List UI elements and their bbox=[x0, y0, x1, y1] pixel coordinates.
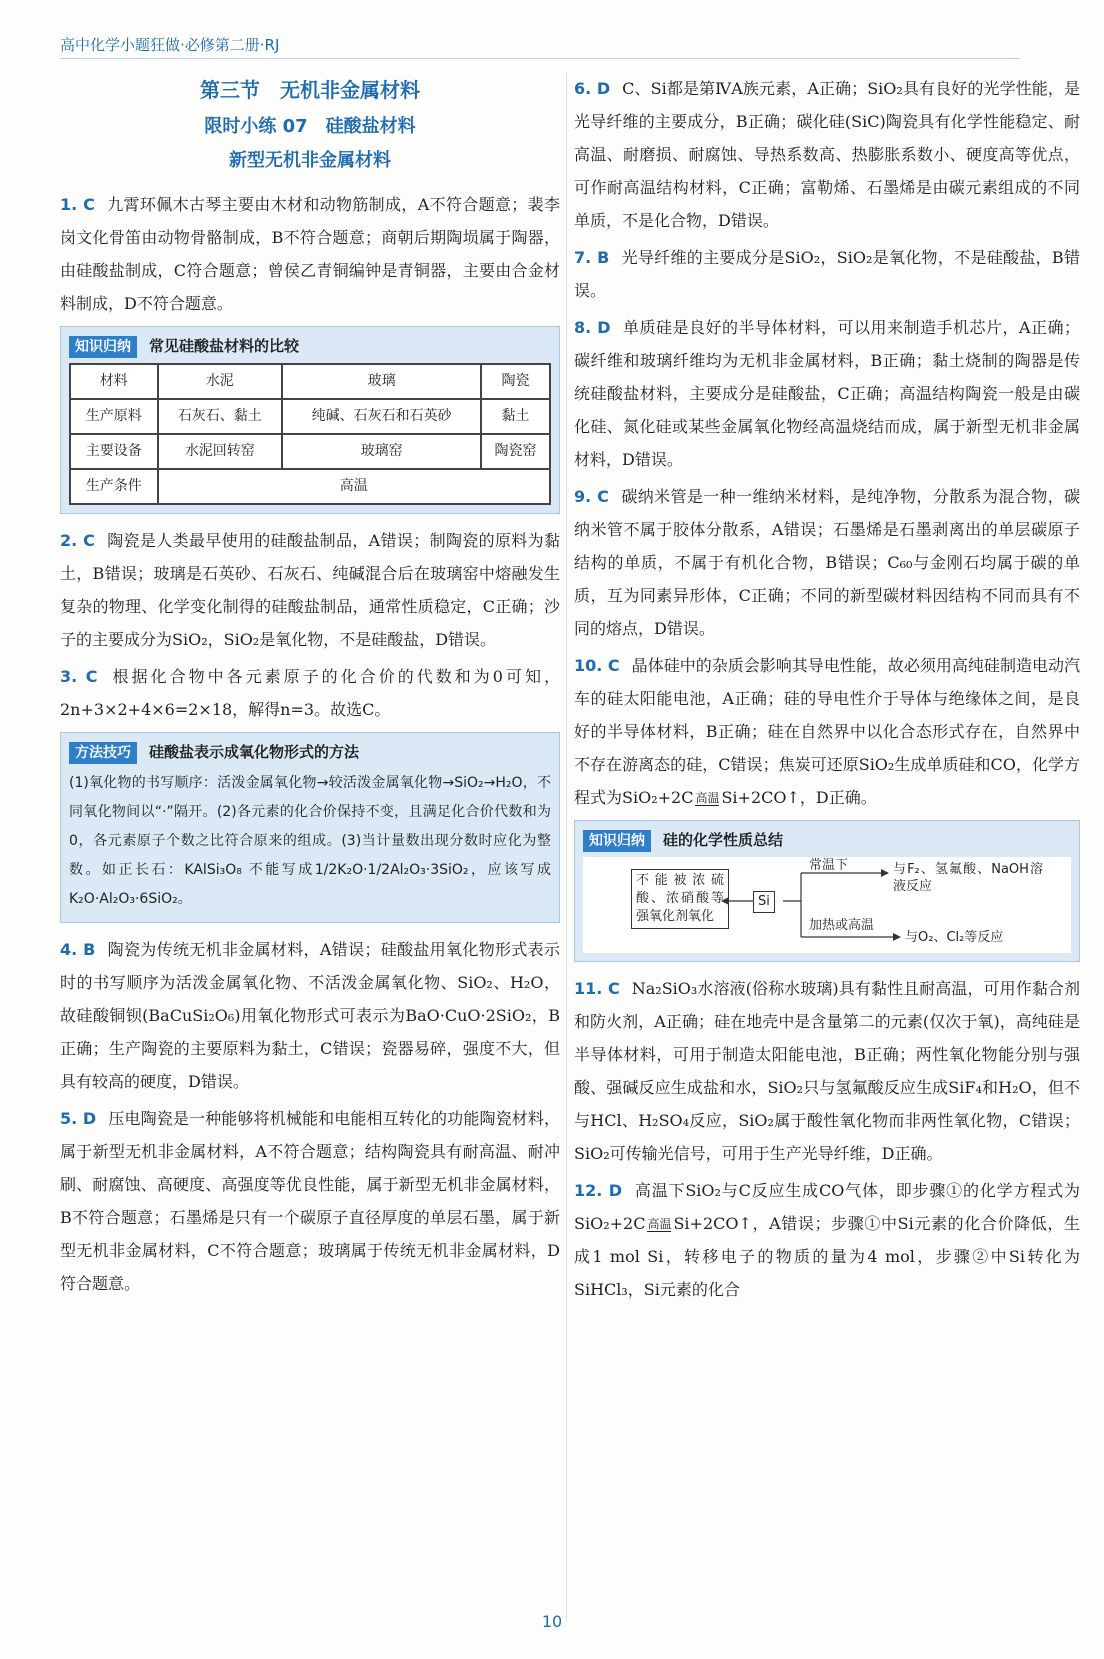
right-column bbox=[574, 72, 1080, 1310]
answer-text: Si+2CO↑，A错误；步骤①中Si元素的化合价降低，生成1 mol Si，转移电子的物质的量为4 mol，步骤②中Si转化为SiHCl₃，Si元素的化合 bbox=[574, 1214, 1080, 1299]
header-rule bbox=[60, 58, 1020, 59]
table-header-cell: 材料 bbox=[70, 364, 158, 399]
diagram-center-node: Si bbox=[753, 891, 775, 913]
answer-11 bbox=[574, 972, 1080, 1170]
answer-1 bbox=[60, 188, 560, 320]
table-row bbox=[70, 434, 550, 469]
answer-number: 3. C bbox=[60, 667, 98, 686]
table-cell: 陶瓷窑 bbox=[481, 434, 550, 469]
answer-6 bbox=[574, 72, 1080, 237]
table-cell: 主要设备 bbox=[70, 434, 158, 469]
answer-3 bbox=[60, 660, 560, 726]
table-header-cell: 玻璃 bbox=[282, 364, 481, 399]
table-cell: 生产条件 bbox=[70, 469, 158, 504]
table-header-row bbox=[70, 364, 550, 399]
answer-text: 高温下SiO₂与C反应生成CO气体，即步骤①的化学方程式为SiO₂+2C bbox=[574, 1181, 1080, 1233]
box-heading: 硅酸盐表示成氧化物形式的方法 bbox=[149, 743, 360, 761]
section-title-block bbox=[60, 72, 560, 178]
answer-text: Si+2CO↑，D正确。 bbox=[721, 788, 877, 807]
table-cell: 玻璃窑 bbox=[282, 434, 481, 469]
answer-number: 9. C bbox=[574, 487, 609, 506]
box-heading: 常见硅酸盐材料的比较 bbox=[149, 337, 300, 355]
knowledge-box-silicon bbox=[574, 820, 1080, 962]
answer-10 bbox=[574, 649, 1080, 814]
box-body: (1)氧化物的书写顺序：活泼金属氧化物→较活泼金属氧化物→SiO₂→H₂O，不同氧化物间以“·”隔开。(2)各元素的化合价保持不变，且满足化合价代数和为0，各元素原子个数之比符合原来的组成。(3)当计量数出现分数时应化为整数。如正长石：KAlSi₃O₈ 不能写成1/2K₂O·1/2Al₂O₃·3SiO₂，应该写成K₂O·Al₂O₃·6SiO₂。 bbox=[69, 775, 551, 907]
answer-number: 2. C bbox=[60, 531, 95, 550]
answer-number: 12. D bbox=[574, 1181, 623, 1200]
answer-number: 11. C bbox=[574, 979, 620, 998]
answer-number: 10. C bbox=[574, 656, 620, 675]
answer-4 bbox=[60, 933, 560, 1098]
answer-text: Na₂SiO₃水溶液(俗称水玻璃)具有黏性且耐高温，可用作黏合剂和防火剂，A正确；硅在地壳中是含量第二的元素(仅次于氧)，高纯硅是半导体材料，可用于制造太阳能电池，B正确；两性氧化物能分别与强酸、强碱反应生成盐和水，SiO₂只与氢氟酸反应生成SiF₄和H₂O，但不与HCl、H₂SO₄反应，SiO₂属于酸性氧化物而非两性氧化物，C错误；SiO₂可传输光信号，可用于生产光导纤维，D正确。 bbox=[574, 979, 1080, 1163]
box-tag: 知识归纳 bbox=[583, 830, 651, 852]
drill-subtitle: 新型无机非金属材料 bbox=[229, 150, 391, 171]
answer-text: 晶体硅中的杂质会影响其导电性能，故必须用高纯硅制造电动汽车的硅太阳能电池，A正确；硅的导电性介于导体与绝缘体之间，是良好的半导体材料，B正确；硅在自然界中以化合态形式存在，自然界中不存在游离态的硅，C错误；焦炭可还原SiO₂生成单质硅和CO，化学方程式为SiO₂+2C bbox=[574, 656, 1080, 807]
box-tag: 方法技巧 bbox=[69, 742, 137, 764]
answer-text: 压电陶瓷是一种能够将机械能和电能相互转化的功能陶瓷材料，属于新型无机非金属材料，A不符合题意；结构陶瓷具有耐高温、耐冲刷、耐腐蚀、高硬度、高强度等优良性能，属于新型无机非金属材料，B不符合题意；石墨烯是只有一个碳原子直径厚度的单层石墨，属于新型无机非金属材料，C不符合题意；玻璃属于传统无机非金属材料，D符合题意。 bbox=[60, 1109, 560, 1293]
answer-9 bbox=[574, 480, 1080, 645]
table-cell: 水泥回转窑 bbox=[158, 434, 283, 469]
table-row bbox=[70, 469, 550, 504]
knowledge-box-silicate bbox=[60, 326, 560, 514]
answer-text: 陶瓷是人类最早使用的硅酸盐制品，A错误；制陶瓷的原料为黏土，B错误；玻璃是石英砂、石灰石、纯碱混合后在玻璃窑中熔融发生复杂的物理、化学变化制得的硅酸盐制品，通常性质稳定，C正确；沙子的主要成分为SiO₂，SiO₂是氧化物，不是硅酸盐，D错误。 bbox=[60, 531, 560, 649]
answer-number: 7. B bbox=[574, 248, 610, 267]
box-tag: 知识归纳 bbox=[69, 336, 137, 358]
table-cell: 石灰石、黏土 bbox=[158, 399, 283, 434]
condition-label: 高温 bbox=[647, 1217, 672, 1231]
left-column bbox=[60, 72, 560, 1304]
answer-text: 单质硅是良好的半导体材料，可以用来制造手机芯片，A正确；碳纤维和玻璃纤维均为无机非金属材料，B正确；黏土烧制的陶器是传统硅酸盐材料，主要成分是硅酸盐，C正确；高温结构陶瓷一般是由碳化硅、氮化硅或某些金属氧化物经高温烧结而成，属于新型无机非金属材料，D错误。 bbox=[574, 318, 1080, 469]
silicon-property-diagram bbox=[583, 857, 1071, 953]
method-box-oxide-form bbox=[60, 732, 560, 923]
diagram-down-label: 加热或高温 bbox=[809, 918, 875, 933]
answer-8 bbox=[574, 311, 1080, 476]
answer-text: 陶瓷为传统无机非金属材料，A错误；硅酸盐用氧化物形式表示时的书写顺序为活泼金属氧化物、不活泼金属氧化物、SiO₂、H₂O，故硅酸铜钡(BaCuSi₂O₆)用氧化物形式可表示为BaO·CuO·2SiO₂，B正确；生产陶瓷的主要原料为黏土，C错误；瓷器易碎，强度不大，但具有较高的硬度，D错误。 bbox=[60, 940, 560, 1091]
table-cell: 纯碱、石灰石和石英砂 bbox=[282, 399, 481, 434]
table-header-cell: 陶瓷 bbox=[481, 364, 550, 399]
box-heading: 硅的化学性质总结 bbox=[663, 831, 784, 849]
answer-number: 6. D bbox=[574, 79, 611, 98]
table-cell: 黏土 bbox=[481, 399, 550, 434]
answer-5 bbox=[60, 1102, 560, 1300]
answer-7 bbox=[574, 241, 1080, 307]
diagram-down-result: 与O₂、Cl₂等反应 bbox=[905, 930, 1004, 945]
comparison-table bbox=[69, 363, 551, 505]
drill-title: 限时小练 07 硅酸盐材料 bbox=[204, 116, 416, 137]
table-header-cell: 水泥 bbox=[158, 364, 283, 399]
arrowhead-icon bbox=[881, 869, 889, 877]
answer-number: 5. D bbox=[60, 1109, 97, 1128]
reaction-condition bbox=[695, 791, 719, 806]
condition-label: 高温 bbox=[695, 791, 720, 805]
running-header: 高中化学小题狂做·必修第二册·RJ bbox=[60, 36, 280, 54]
answer-12 bbox=[574, 1174, 1080, 1306]
reaction-condition bbox=[647, 1217, 671, 1232]
table-cell: 高温 bbox=[158, 469, 551, 504]
box-header bbox=[69, 333, 551, 359]
arrowhead-icon bbox=[893, 933, 901, 941]
answer-text: 根据化合物中各元素原子的化合价的代数和为0可知，2n+3×2+4×6=2×18，解得n=3。故选C。 bbox=[60, 667, 560, 719]
answer-text: C、Si都是第ⅣA族元素，A正确；SiO₂具有良好的光学性能，是光导纤维的主要成分，B正确；碳化硅(SiC)陶瓷具有化学性能稳定、耐高温、耐磨损、耐腐蚀、导热系数高、热膨胀系数小、硬度高等优点，可作耐高温结构材料，C正确；富勒烯、石墨烯是由碳元素组成的不同单质，不是化合物，D错误。 bbox=[574, 79, 1080, 230]
box-header bbox=[583, 827, 1071, 853]
answer-text: 九霄环佩木古琴主要由木材和动物筋制成，A不符合题意；裴李岗文化骨笛由动物骨骼制成，B不符合题意；商朝后期陶埙属于陶器，由硅酸盐制成，C符合题意；曾侯乙青铜编钟是青铜器，主要由合金材料制成，D不符合题意。 bbox=[60, 195, 560, 313]
diagram-left-node: 不能被浓硫酸、浓硝酸等强氧化剂氧化 bbox=[631, 869, 729, 929]
diagram-up-label: 常温下 bbox=[809, 858, 849, 873]
answer-number: 4. B bbox=[60, 940, 96, 959]
box-header bbox=[69, 739, 551, 765]
answer-2 bbox=[60, 524, 560, 656]
answer-number: 1. C bbox=[60, 195, 95, 214]
page-number: 10 bbox=[541, 1612, 563, 1631]
answer-text: 碳纳米管是一种一维纳米材料，是纯净物，分散系为混合物，碳纳米管不属于胶体分散系，A错误；石墨烯是石墨剥离出的单层碳原子结构的单质，不属于有机化合物，B错误；C₆₀与金刚石均属于碳的单质，互为同素异形体，C正确；不同的新型碳材料因结构不同而具有不同的熔点，D错误。 bbox=[574, 487, 1080, 638]
answer-text: 光导纤维的主要成分是SiO₂，SiO₂是氧化物，不是硅酸盐，B错误。 bbox=[574, 248, 1080, 300]
table-row bbox=[70, 399, 550, 434]
table-cell: 生产原料 bbox=[70, 399, 158, 434]
column-divider bbox=[566, 72, 567, 1622]
answer-number: 8. D bbox=[574, 318, 611, 337]
section-title: 第三节 无机非金属材料 bbox=[200, 78, 420, 102]
diagram-up-result: 与F₂、氢氟酸、NaOH溶液反应 bbox=[893, 862, 1043, 894]
